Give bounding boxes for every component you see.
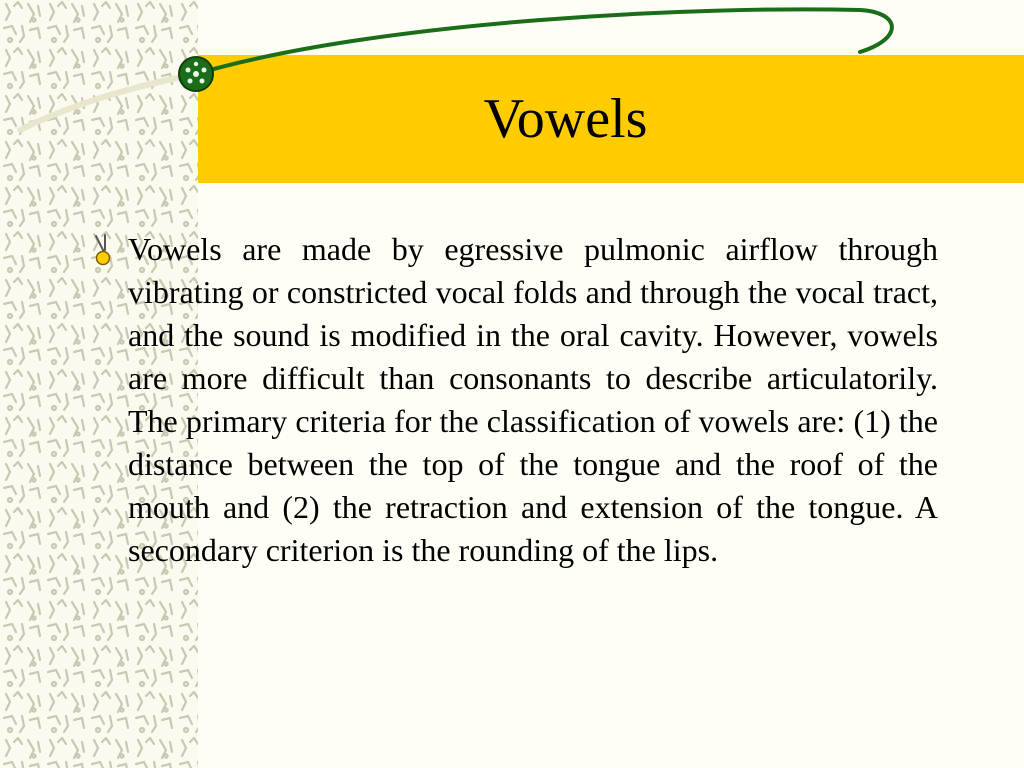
pin-bullet-icon [92, 234, 118, 268]
bullet-list [92, 228, 938, 572]
bullet-text: Vowels are made by egressive pulmonic airflow through vibrating or constricted vocal folds and through the vocal tract, and the sound is modified in the oral cavity. However, vowels are more difficult than consonants to describe articulatorily. The primary criteria for the classification of vowels are: (1) the distance between the top of the tongue and the roof of the mouth and (2) the retraction and extension of the tongue. A secondary criterion is the rounding of the lips. [128, 231, 938, 568]
bullet-item [92, 228, 938, 572]
slide-title: Vowels [483, 88, 648, 150]
